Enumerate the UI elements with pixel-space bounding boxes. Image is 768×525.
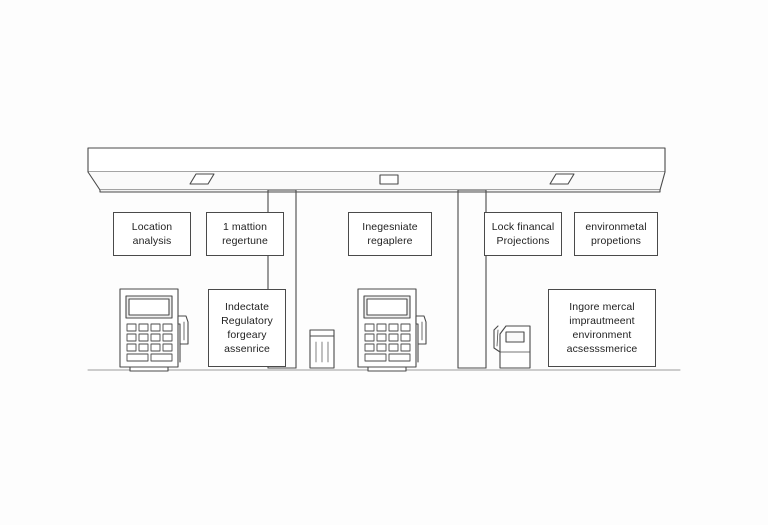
canopy-sign-center [380,175,398,184]
fuel-dispenser-center [358,289,426,371]
service-kiosk [494,326,530,368]
label-line: environmetal [585,221,647,233]
label-line: Ingore mercal [569,301,635,313]
label-line: imprautmeent [569,315,635,327]
label-line: Regulatory [221,315,273,327]
fuel-dispenser-left [120,289,188,371]
label-box-inegesniate-regaplere[interactable] [348,212,432,256]
label-box-1-mattion-regertune[interactable] [206,212,284,256]
label-line: analysis [132,235,172,247]
label-line: propetions [590,235,642,247]
label-box-ingore-mercal-impraumeent[interactable] [548,289,656,367]
label-line: Lock financal [491,221,555,233]
label-line: regaplere [367,235,413,247]
canopy-roof [88,148,665,192]
label-line: environment [572,329,632,341]
label-line: acsesssmerice [566,343,638,355]
label-line: Indectate [224,301,270,313]
label-box-indectate-regulatory-forgeary-assenrice[interactable] [208,289,286,367]
label-box-location-analysis[interactable] [113,212,191,256]
label-line: Location [131,221,173,233]
canopy-column-right [458,190,486,368]
label-line: forgeary [227,329,267,341]
label-line: Inegesniate [362,221,418,233]
label-box-environmetal-propetions[interactable] [574,212,658,256]
trash-bin [310,330,334,368]
label-box-lock-financal-projections[interactable] [484,212,562,256]
label-line: regertune [222,235,268,247]
label-line: 1 mattion [222,221,268,233]
label-line: Projections [496,235,550,247]
label-line: assenrice [224,343,270,355]
